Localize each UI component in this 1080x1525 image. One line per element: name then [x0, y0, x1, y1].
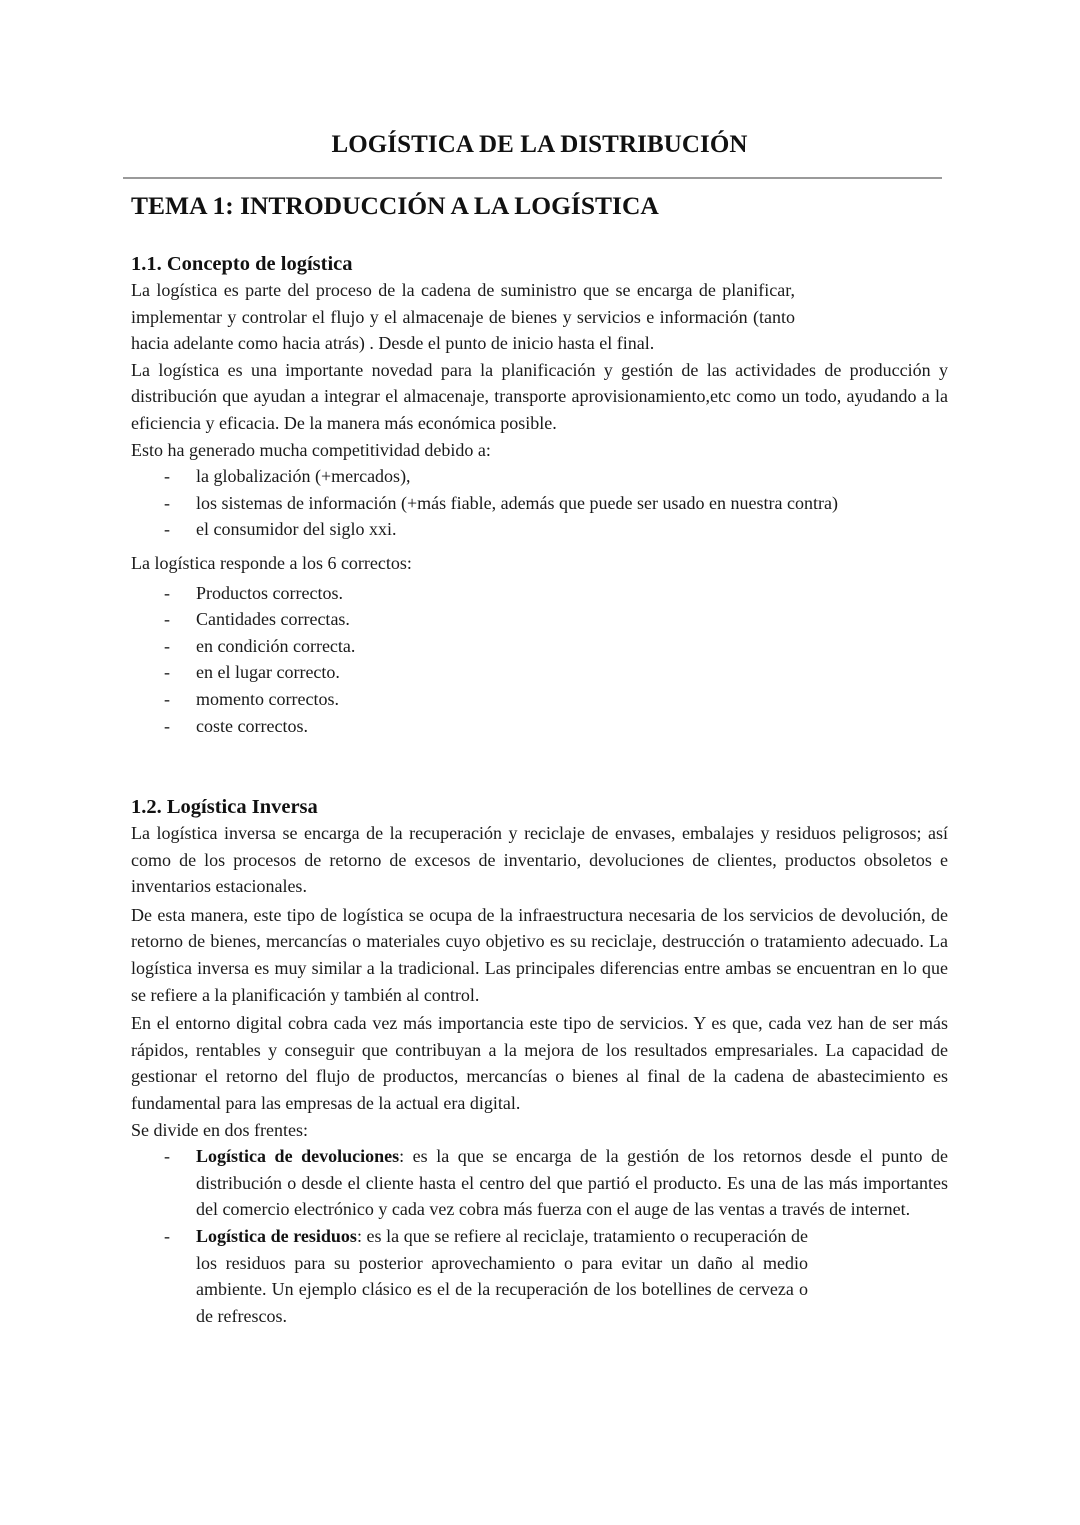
paragraph: La logística es una importante novedad para la planificación y gestión de las actividades de producción y distribución que ayudan a integrar el almacenaje, transporte aprovisionamiento,etc como un todo, ayudando a la eficiencia y eficacia. De la manera más económica posible. — [131, 359, 948, 433]
list-item: - Logística de residuos: es la que se refiere al reciclaje, tratamiento o recuperación de los residuos para su posterior aprovechamiento o para evitar un daño al medio ambiente. Un ejemplo clásico es el de la recuperación de los botellines de cerveza o de refrescos. — [164, 1225, 809, 1326]
list-item: - en condición correcta. — [164, 635, 356, 656]
document-title: LOGÍSTICA DE LA DISTRIBUCIÓN — [331, 131, 748, 158]
list-item: - el consumidor del siglo xxi. — [164, 519, 397, 540]
term: Logística de residuos — [196, 1225, 357, 1246]
correctos-list — [131, 580, 948, 740]
list-item: - Productos correctos. — [164, 582, 343, 603]
paragraph: Se divide en dos frentes: — [131, 1119, 308, 1140]
section-concepto — [131, 251, 948, 739]
list-item: - coste correctos. — [164, 715, 308, 736]
frentes-list — [131, 1143, 948, 1329]
list-item: - momento correctos. — [164, 688, 339, 709]
tema-heading: TEMA 1: INTRODUCCIÓN A LA LOGÍSTICA — [131, 191, 659, 220]
section-heading-1-2: 1.2. Logística Inversa — [131, 796, 318, 818]
paragraph: La logística es parte del proceso de la cadena de suministro que se encarga de planificar, implementar y controlar el flujo y el almacenaje de bienes y servicios e información (tanto hacia adelante como hacia atrás) . Desde el punto de inicio hasta el final. — [131, 280, 795, 354]
paragraph: De esta manera, este tipo de logística se ocupa de la infraestructura necesaria de los servicios de devolución, de retorno de bienes, mercancías o materiales cuyo objetivo es su reciclaje, destrucción o tratamiento adecuado. La logística inversa es muy similar a la tradicional. Las principales diferencias entre ambas se encuentran en lo que se refiere a la planificación y también al control. — [131, 904, 948, 1005]
paragraph: En el entorno digital cobra cada vez más importancia este tipo de servicios. Y es que, cada vez han de ser más rápidos, rentables y conseguir que contribuyan a la mejora de los resultados empresariales. La capacidad de gestionar el retorno del flujo de productos, mercancías o bienes al final de la cadena de abastecimiento es fundamental para las empresas de la actual era digital. — [131, 1013, 948, 1113]
list-item: - Logística de devoluciones: es la que se encarga de la gestión de los retornos desde el punto de distribución o desde el cliente hasta el centro del que partió el producto. Es una de las más importantes del comercio electrónico y cada vez cobra más fuerza con el auge de las ventas a través de internet. — [164, 1146, 948, 1220]
list-item: - los sistemas de información (+más fiable, además que puede ser usado en nuestra contra) — [164, 492, 838, 513]
causes-list — [131, 463, 948, 543]
list-item: - en el lugar correcto. — [164, 662, 340, 683]
title-divider — [123, 177, 942, 179]
paragraph: Esto ha generado mucha competitividad debido a: — [131, 439, 491, 460]
section-heading-1-1: 1.1. Concepto de logística — [131, 253, 353, 275]
paragraph: La logística inversa se encarga de la recuperación y reciclaje de envases, embalajes y residuos peligrosos; así como de los procesos de retorno de excesos de inventario, devoluciones de clientes, productos obsoletos e inventarios estacionales. — [131, 823, 948, 897]
paragraph: La logística responde a los 6 correctos: — [131, 552, 412, 573]
section-logistica-inversa — [131, 794, 948, 1329]
list-item: - Cantidades correctas. — [164, 609, 350, 630]
term: Logística de devoluciones — [196, 1146, 400, 1167]
list-item: - la globalización (+mercados), — [164, 466, 411, 487]
